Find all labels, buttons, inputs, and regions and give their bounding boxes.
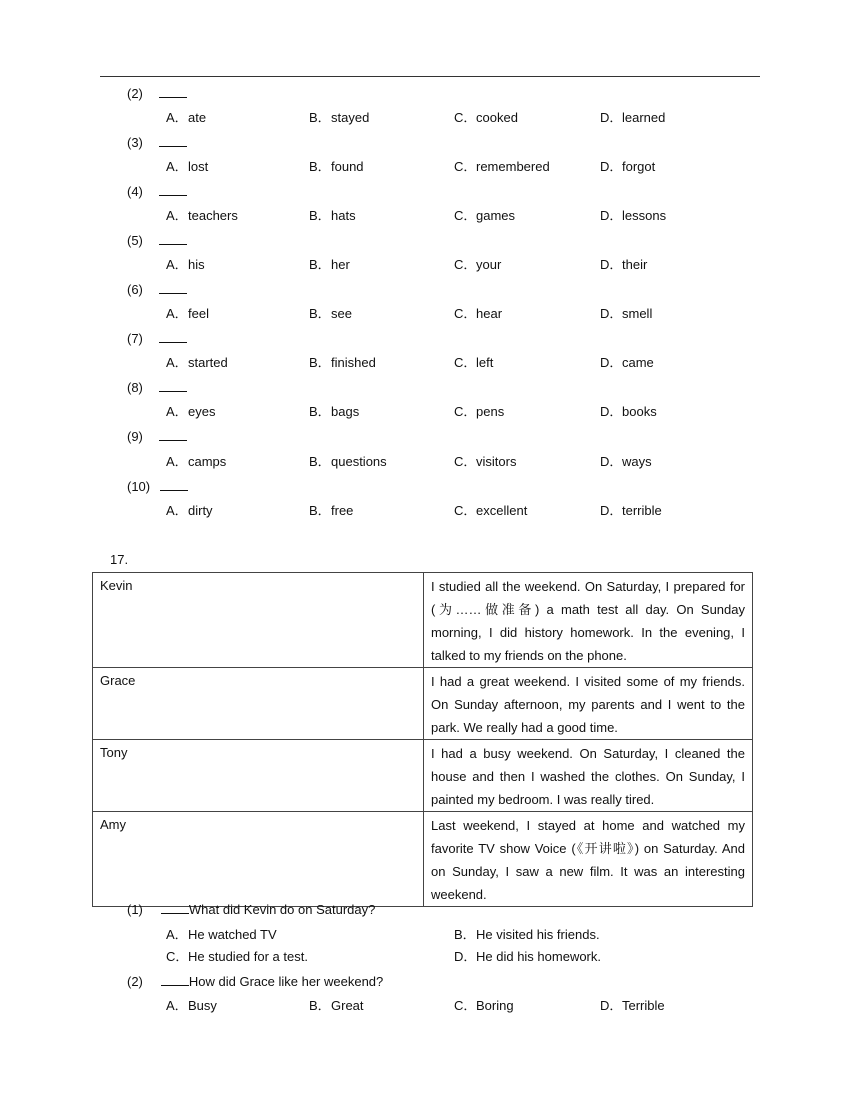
table-row [93, 668, 753, 740]
table-row [93, 573, 753, 668]
table-row [93, 740, 753, 812]
option-a[interactable]: A．ate [166, 110, 207, 125]
option-a[interactable]: A．camps [166, 454, 227, 469]
weekend-table [92, 572, 753, 907]
question-text: How did Grace like her weekend? [188, 974, 384, 989]
question-number: (2) [127, 974, 143, 989]
question-number-row [127, 478, 188, 496]
question-number-row [127, 232, 187, 250]
option-b[interactable]: B．questions [309, 454, 387, 469]
answer-blank[interactable] [159, 281, 187, 294]
options-row [0, 403, 860, 421]
option-a[interactable]: A．eyes [166, 404, 216, 419]
option-b[interactable]: B．finished [309, 355, 376, 370]
question-number: (10) [127, 479, 151, 494]
options-row [0, 453, 860, 471]
person-name: Tony [93, 740, 424, 812]
option-d[interactable]: D．forgot [600, 159, 656, 174]
person-name: Kevin [93, 573, 424, 668]
option-d[interactable]: D．their [600, 257, 648, 272]
option-b[interactable]: B．hats [309, 208, 356, 223]
options-row [0, 109, 860, 127]
section-number: 17. [110, 552, 129, 567]
options-row [0, 926, 860, 944]
option-b[interactable]: B．Great [309, 998, 364, 1013]
option-a[interactable]: A．Busy [166, 998, 217, 1013]
person-description: Last weekend, I stayed at home and watched my favorite TV show Voice (《开讲啦》) on Saturday. And on Sunday, I saw a new film. It was an interesting weekend. [424, 812, 753, 907]
answer-blank[interactable] [159, 330, 187, 343]
answer-blank[interactable] [161, 973, 189, 986]
answer-blank[interactable] [159, 134, 187, 147]
option-a[interactable]: A．feel [166, 306, 209, 321]
option-c[interactable]: C．left [454, 355, 494, 370]
options-row [0, 305, 860, 323]
answer-blank[interactable] [159, 85, 187, 98]
option-c[interactable]: C．your [454, 257, 502, 272]
answer-blank[interactable] [159, 183, 187, 196]
person-description: I had a busy weekend. On Saturday, I cleaned the house and then I washed the clothes. On Sunday, I painted my bedroom. I was really tired. [424, 740, 753, 812]
option-d[interactable]: D．learned [600, 110, 666, 125]
answer-blank[interactable] [159, 428, 187, 441]
question-text: What did Kevin do on Saturday? [188, 902, 376, 917]
option-d[interactable]: D．books [600, 404, 657, 419]
option-c[interactable]: C．visitors [454, 454, 517, 469]
question-number: (4) [127, 184, 143, 199]
option-d[interactable]: D．ways [600, 454, 652, 469]
question-number-row [127, 183, 187, 201]
options-row [0, 158, 860, 176]
answer-blank[interactable] [160, 478, 188, 491]
answer-blank[interactable] [161, 901, 189, 914]
question-number-row [127, 379, 187, 397]
option-b[interactable]: B．bags [309, 404, 360, 419]
table-row [93, 812, 753, 907]
option-b[interactable]: B．see [309, 306, 352, 321]
question-number: (1) [127, 902, 143, 917]
option-c[interactable]: C．He studied for a test. [166, 949, 308, 964]
options-row [0, 948, 860, 966]
option-c[interactable]: C．games [454, 208, 516, 223]
option-b[interactable]: B．free [309, 503, 354, 518]
person-name: Amy [93, 812, 424, 907]
header-rule [100, 76, 760, 77]
option-c[interactable]: C．excellent [454, 503, 528, 518]
option-d[interactable]: D．terrible [600, 503, 662, 518]
question-number: (7) [127, 331, 143, 346]
options-row [0, 256, 860, 274]
option-a[interactable]: A．dirty [166, 503, 213, 518]
option-c[interactable]: C．Boring [454, 998, 514, 1013]
question-number-row [127, 428, 187, 446]
option-b[interactable]: B．He visited his friends. [454, 927, 600, 942]
sub-question-row [127, 973, 383, 991]
question-number: (2) [127, 86, 143, 101]
question-number: (3) [127, 135, 143, 150]
sub-question-row [127, 901, 375, 919]
option-a[interactable]: A．lost [166, 159, 209, 174]
answer-blank[interactable] [159, 232, 187, 245]
person-description: I had a great weekend. I visited some of my friends. On Sunday afternoon, my parents and I went to the park. We really had a good time. [424, 668, 753, 740]
question-number-row [127, 134, 187, 152]
option-c[interactable]: C．cooked [454, 110, 518, 125]
option-c[interactable]: C．hear [454, 306, 503, 321]
option-c[interactable]: C．pens [454, 404, 505, 419]
answer-blank[interactable] [159, 379, 187, 392]
options-row [0, 997, 860, 1015]
option-b[interactable]: B．her [309, 257, 350, 272]
option-a[interactable]: A．his [166, 257, 205, 272]
question-number: (9) [127, 429, 143, 444]
option-a[interactable]: A．teachers [166, 208, 238, 223]
option-a[interactable]: A．He watched TV [166, 927, 277, 942]
option-d[interactable]: D．He did his homework. [454, 949, 601, 964]
question-number: (6) [127, 282, 143, 297]
options-row [0, 502, 860, 520]
question-number-row [127, 281, 187, 299]
person-description: I studied all the weekend. On Saturday, I prepared for (为……做准备) a math test all day. On Sunday morning, I did history homework. In the evening, I talked to my friends on the phone. [424, 573, 753, 668]
person-name: Grace [93, 668, 424, 740]
option-d[interactable]: D．came [600, 355, 654, 370]
option-d[interactable]: D．Terrible [600, 998, 665, 1013]
option-b[interactable]: B．stayed [309, 110, 370, 125]
question-number-row [127, 85, 187, 103]
question-number: (8) [127, 380, 143, 395]
options-row [0, 207, 860, 225]
option-c[interactable]: C．remembered [454, 159, 550, 174]
option-a[interactable]: A．started [166, 355, 228, 370]
option-d[interactable]: D．smell [600, 306, 653, 321]
options-row [0, 354, 860, 372]
question-number: (5) [127, 233, 143, 248]
question-number-row [127, 330, 187, 348]
option-d[interactable]: D．lessons [600, 208, 667, 223]
option-b[interactable]: B．found [309, 159, 364, 174]
